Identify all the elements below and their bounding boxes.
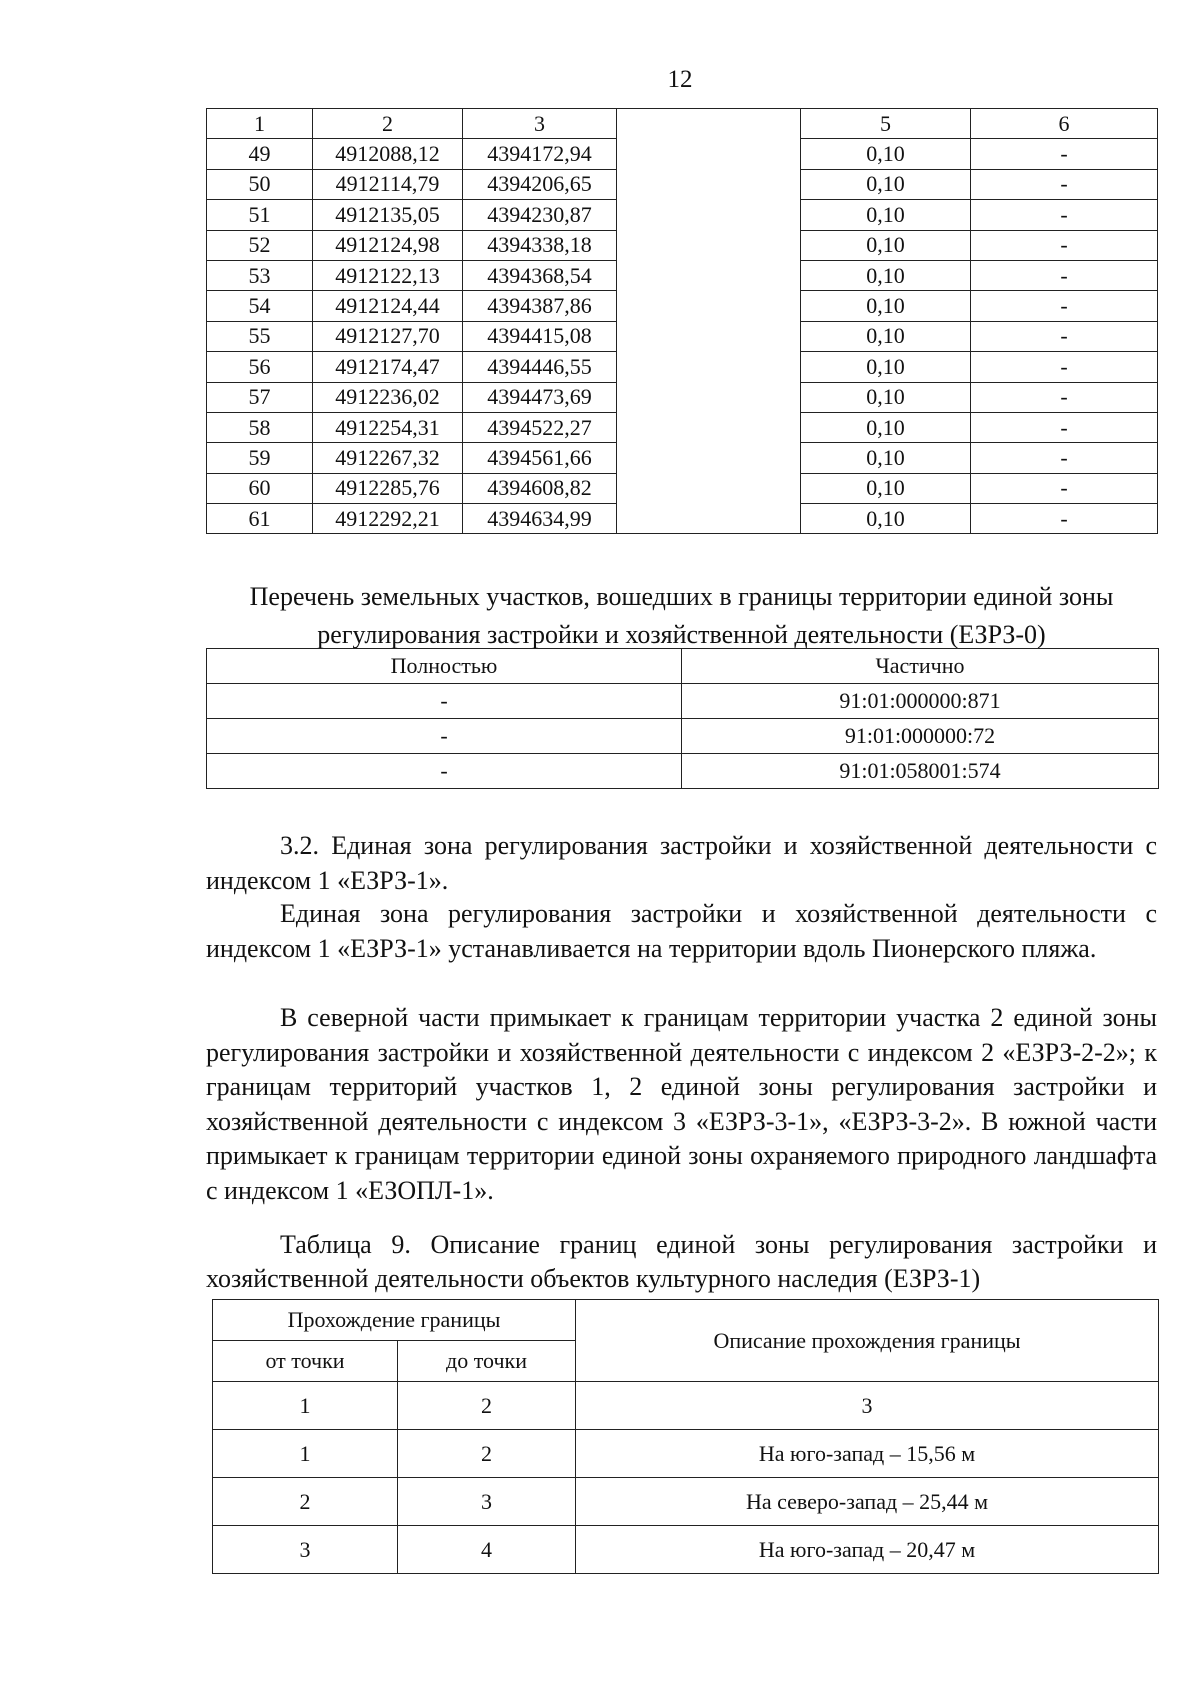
- parcel-list-title-line2: регулирования застройки и хозяйственной деятельности (ЕЗРЗ-0): [317, 620, 1046, 649]
- table-cell: 3: [213, 1526, 398, 1574]
- table-cell: На северо-запад – 25,44 м: [576, 1478, 1159, 1526]
- table-cell: -: [971, 473, 1158, 503]
- header-cell: 2: [313, 109, 463, 139]
- table-cell: 4: [398, 1526, 576, 1574]
- table-cell: 4912285,76: [313, 473, 463, 503]
- table-row: [213, 1478, 1159, 1526]
- table-cell: 0,10: [801, 443, 971, 473]
- table9-caption-text: Таблица 9. Описание границ единой зоны регулирования застройки и хозяйственной деятельности объектов культурного наследия (ЕЗРЗ-1): [206, 1230, 1157, 1293]
- table-cell: 4394338,18: [463, 230, 617, 260]
- table-cell: -: [207, 684, 682, 719]
- table-cell: 58: [207, 412, 313, 442]
- table-cell: 4394608,82: [463, 473, 617, 503]
- table-cell: 4394634,99: [463, 504, 617, 534]
- table-cell: 4912174,47: [313, 352, 463, 382]
- table-cell: 4912088,12: [313, 139, 463, 169]
- table-cell: -: [971, 169, 1158, 199]
- table-cell: 56: [207, 352, 313, 382]
- parcel-table: [206, 648, 1159, 789]
- table-cell: 55: [207, 321, 313, 351]
- table-cell: 4912124,44: [313, 291, 463, 321]
- table-cell: 4394415,08: [463, 321, 617, 351]
- table-cell: 0,10: [801, 291, 971, 321]
- table-cell: 91:01:000000:871: [682, 684, 1159, 719]
- table-cell: 4394473,69: [463, 382, 617, 412]
- table9-caption: [206, 1228, 1157, 1296]
- header-cell: 1: [207, 109, 313, 139]
- table-cell: 4912122,13: [313, 260, 463, 290]
- table-cell: -: [971, 352, 1158, 382]
- blank-column-cell: [617, 109, 801, 534]
- table-cell: 3: [576, 1382, 1159, 1430]
- table-cell: 0,10: [801, 473, 971, 503]
- section-heading: [206, 829, 1157, 898]
- table-cell: 0,10: [801, 139, 971, 169]
- table-cell: -: [971, 200, 1158, 230]
- table-cell: 49: [207, 139, 313, 169]
- table-cell: 53: [207, 260, 313, 290]
- table-cell: 4394561,66: [463, 443, 617, 473]
- paragraph-text: В северной части примыкает к границам территории участка 2 единой зоны регулирования застройки и хозяйственной деятельности с индексом 2 «ЕЗРЗ-2-2»; к границам территорий участков 1, 2 единой зоны регулирования застройки и хозяйственной деятельности с индексом 3 «ЕЗРЗ-3-1», «ЕЗРЗ-3-2». В южной части примыкает к границам территории единой зоны охраняемого природного ландшафта с индексом 1 «ЕЗОПЛ-1».: [206, 1003, 1157, 1205]
- table-cell: 52: [207, 230, 313, 260]
- table-cell: 4394230,87: [463, 200, 617, 230]
- table-row: [207, 719, 1159, 754]
- table-number-row: [213, 1382, 1159, 1430]
- table-cell: 1: [213, 1382, 398, 1430]
- table-cell: 51: [207, 200, 313, 230]
- table-cell: 0,10: [801, 412, 971, 442]
- coordinates-table: [206, 108, 1158, 534]
- table-cell: 57: [207, 382, 313, 412]
- table-cell: 61: [207, 504, 313, 534]
- header-cell-to: до точки: [398, 1341, 576, 1382]
- page-number: 12: [667, 66, 693, 93]
- table-header-row: [213, 1300, 1159, 1341]
- table-cell: 2: [398, 1382, 576, 1430]
- table-cell: 91:01:058001:574: [682, 754, 1159, 789]
- table-cell: -: [971, 139, 1158, 169]
- table-cell: 4394387,86: [463, 291, 617, 321]
- table-cell: На юго-запад – 20,47 м: [576, 1526, 1159, 1574]
- table-cell: 4912267,32: [313, 443, 463, 473]
- table-cell: 4394172,94: [463, 139, 617, 169]
- table-cell: 0,10: [801, 352, 971, 382]
- table-cell: 0,10: [801, 200, 971, 230]
- header-cell: 3: [463, 109, 617, 139]
- table-cell: 60: [207, 473, 313, 503]
- table-cell: -: [207, 754, 682, 789]
- table-cell: -: [971, 443, 1158, 473]
- table-cell: 4912124,98: [313, 230, 463, 260]
- table-cell: 4912135,05: [313, 200, 463, 230]
- table-cell: -: [207, 719, 682, 754]
- parcel-list-title-line1: Перечень земельных участков, вошедших в границы территории единой зоны: [249, 582, 1114, 611]
- table-cell: 91:01:000000:72: [682, 719, 1159, 754]
- table-cell: -: [971, 321, 1158, 351]
- table-row: [213, 1430, 1159, 1478]
- boundary-table: [212, 1299, 1159, 1574]
- paragraph-zone-borders: [206, 1001, 1157, 1208]
- table-cell: 2: [398, 1430, 576, 1478]
- table-row: [207, 684, 1159, 719]
- table-cell: 0,10: [801, 504, 971, 534]
- table-cell: 4912254,31: [313, 412, 463, 442]
- table-cell: 4394446,55: [463, 352, 617, 382]
- table-cell: -: [971, 382, 1158, 412]
- table-row: [207, 754, 1159, 789]
- table-cell: 4394522,27: [463, 412, 617, 442]
- paragraph-text: Единая зона регулирования застройки и хозяйственной деятельности с индексом 1 «ЕЗРЗ-1» устанавливается на территории вдоль Пионерского пляжа.: [206, 899, 1157, 963]
- table-cell: -: [971, 291, 1158, 321]
- header-cell: Полностью: [207, 649, 682, 684]
- header-cell: 5: [801, 109, 971, 139]
- parcel-list-title: [206, 578, 1157, 654]
- table-cell: 4912127,70: [313, 321, 463, 351]
- header-cell-description: Описание прохождения границы: [576, 1300, 1159, 1382]
- header-cell-group: Прохождение границы: [213, 1300, 576, 1341]
- table-cell: 59: [207, 443, 313, 473]
- table-row: [213, 1526, 1159, 1574]
- table-cell: 0,10: [801, 169, 971, 199]
- table-cell: 0,10: [801, 321, 971, 351]
- table-cell: 3: [398, 1478, 576, 1526]
- table-cell: -: [971, 412, 1158, 442]
- header-cell: 6: [971, 109, 1158, 139]
- header-cell-from: от точки: [213, 1341, 398, 1382]
- table-cell: 0,10: [801, 230, 971, 260]
- table-cell: 4912292,21: [313, 504, 463, 534]
- paragraph-zone-location: [206, 897, 1157, 966]
- table-cell: -: [971, 230, 1158, 260]
- table-cell: 1: [213, 1430, 398, 1478]
- table-cell: 54: [207, 291, 313, 321]
- table-cell: -: [971, 260, 1158, 290]
- table-cell: 4912236,02: [313, 382, 463, 412]
- table-cell: -: [971, 504, 1158, 534]
- table-cell: 2: [213, 1478, 398, 1526]
- section-heading-text: 3.2. Единая зона регулирования застройки и хозяйственной деятельности с индексом 1 «ЕЗРЗ-1».: [206, 831, 1157, 895]
- table-cell: 50: [207, 169, 313, 199]
- table-cell: 4394368,54: [463, 260, 617, 290]
- table-cell: На юго-запад – 15,56 м: [576, 1430, 1159, 1478]
- table-header-row: [207, 109, 1158, 139]
- table-cell: 4912114,79: [313, 169, 463, 199]
- table-cell: 4394206,65: [463, 169, 617, 199]
- table-cell: 0,10: [801, 260, 971, 290]
- table-cell: 0,10: [801, 382, 971, 412]
- header-cell: Частично: [682, 649, 1159, 684]
- table-header-row: [207, 649, 1159, 684]
